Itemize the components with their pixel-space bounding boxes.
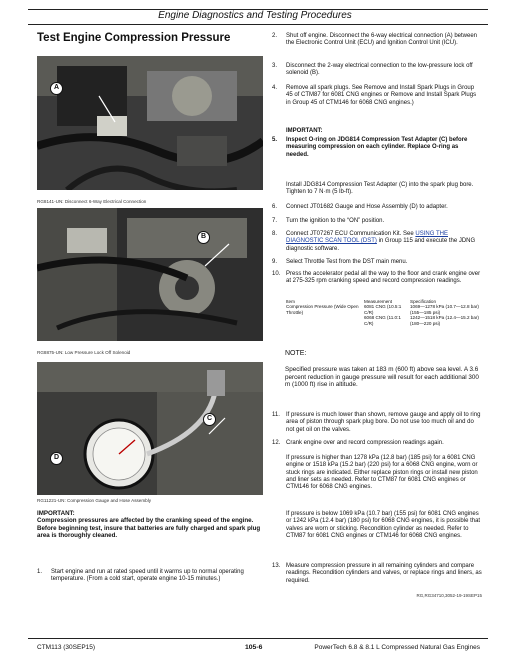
step-number: 7. <box>272 218 278 224</box>
step-number: 1. <box>37 569 43 575</box>
spec-header-measurement: Measurement <box>364 299 393 304</box>
step-text: Crank engine over and record compression readings again. <box>286 440 444 446</box>
step-5 <box>272 137 482 159</box>
step-11 <box>272 412 482 434</box>
footer-manual-title: PowerTech 6.8 & 8.1 L Compressed Natural Gas Engines <box>314 644 480 651</box>
important-text-left: Compression pressures are affected by the cranking speed of the engine. Before beginning test, insure that batteries are fully charged and spark plug area is thoroughly cleaned. <box>37 517 261 540</box>
callout-c: C <box>203 413 216 426</box>
step-10 <box>272 271 482 286</box>
step-text: If pressure is much lower than shown, remove gauge and apply oil to ring area of piston through spark plug bore. Do not use too much oil and do not get oil on the valves. <box>286 412 481 433</box>
important-label-right: IMPORTANT: <box>286 128 323 134</box>
step-text: Connect JT01682 Gauge and Hose Assembly (D) to adapter. <box>286 204 448 210</box>
note-text: Specified pressure was taken at 183 m (600 ft) above sea level. A 3.6 percent reduction in gauge pressure will result for each additional 300 m (1000 ft) rise in altitude. <box>285 366 479 389</box>
step-number: 11. <box>272 412 280 418</box>
footer-document-id: CTM113 (30SEP15) <box>37 644 96 651</box>
step-number: 6. <box>272 204 278 210</box>
figure-a-caption: RG8141-UN: Disconnect 6-Way Electrical Connection <box>37 199 147 204</box>
important-label-left: IMPORTANT: <box>37 510 75 517</box>
footer-page-number: 105-6 <box>245 644 263 651</box>
dst-link[interactable]: USING THE DIAGNOSTIC SCAN TOOL (DST) <box>286 231 448 245</box>
left-column <box>37 28 263 44</box>
step-number: 8. <box>272 231 278 237</box>
step-number: 4. <box>272 85 278 91</box>
step-9 <box>272 259 482 266</box>
step-1 <box>37 569 263 584</box>
step-4 <box>272 85 482 107</box>
callout-d: D <box>50 452 63 465</box>
step-number: 3. <box>272 63 278 69</box>
step-text: Remove all spark plugs. See Remove and Install Spark Plugs in Group 45 of CTM87 for 6081 CNG engines or Remove and Install Spark Plugs in Group 45 of CTM146 for 6068 CNG engines.) <box>286 85 477 106</box>
step-6 <box>272 204 482 211</box>
figure-lock-off-solenoid <box>37 208 263 341</box>
engine-photo-b <box>37 208 263 341</box>
spec-header-specification: Specification <box>410 299 437 304</box>
step-number: 9. <box>272 259 278 265</box>
step-number: 10. <box>272 271 281 277</box>
spec-cell: 6081 CNG (10.5:1 C/R) <box>364 304 402 315</box>
engine-photo-a <box>37 56 263 190</box>
spec-cell: 1242—1518 kPa (12.4—15.2 bar) (180—220 psi) <box>410 315 479 326</box>
important-notice-left <box>37 510 263 540</box>
engine-photo-cd <box>37 362 263 495</box>
adapter-paragraph: Install JDG814 Compression Test Adapter (C) into the spark plug bore. Tighten to 7 N·m (5 lb-ft). <box>286 182 474 196</box>
step-text: Start engine and run at rated speed until it warms up to normal operating temperature. (From a cold start, operate engine 10-15 minutes.) <box>51 569 244 583</box>
callout-b: B <box>197 231 210 244</box>
step-text: Measure compression pressure in all remaining cylinders and compare readings. Recondition cylinders and valves, or replace rings and liners, as required. <box>286 563 482 584</box>
header-bottom-rule <box>28 24 488 25</box>
paragraph-high-pressure: If pressure is higher than 1278 kPa (12.8 bar) (185 psi) for a 6081 CNG engine or 1518 kPa (15.2 bar) (220 psi) for a 6068 CNG engine, worn or stuck rings are indicated. Either replace piston rings or install new piston and liner sets as needed. Refer to CTM87 for 6081 CNG engines or CTM146 for 6068 CNG engines. <box>286 455 478 491</box>
step-number: 12. <box>272 440 281 446</box>
header-title: Engine Diagnostics and Testing Procedures <box>158 10 352 21</box>
step-text: Press the accelerator pedal all the way to the floor and crank engine over at 275-325 rpm cranking speed and record compression readings. <box>286 271 481 285</box>
step-12 <box>272 440 482 447</box>
spec-cell: 6068 CNG (11.0:1 C/R) <box>364 315 401 326</box>
step-text <box>286 231 482 253</box>
callout-a: A <box>50 82 63 95</box>
reference-code: RG,RG34710,3052-19-19SEP15 <box>416 593 482 598</box>
spec-cell: 1069—1278 kPa (10.7—12.8 bar) (155—185 psi) <box>410 304 479 315</box>
step-8 <box>272 231 482 253</box>
figure-compression-gauge <box>37 362 263 495</box>
step-7 <box>272 218 482 225</box>
step-3 <box>272 63 482 78</box>
paragraph-low-pressure: If pressure is below 1069 kPa (10.7 bar) (155 psi) for 6081 CNG engines or 1242 kPa (12.4 bar) (180 psi) for 6068 CNG engines, it is possible that valves are worn or sticking. Recondition cylinder as needed. Refer to CTM87 for 6081 CNG engines or CTM146 for 6068 CNG engines. <box>286 511 481 539</box>
step-2 <box>272 33 482 48</box>
step-text: Shut off engine. Disconnect the 6-way electrical connection (A) between the Electronic Control Unit (ECU) and Ignition Control Unit (ICU). <box>286 33 477 47</box>
spec-table-row <box>286 304 482 315</box>
figure-cd-caption: RG11221-UN: Compression Gauge and Hose Assembly <box>37 498 152 503</box>
step-text: Disconnect the 2-way electrical connection to the low-pressure lock off solenoid (B). <box>286 63 473 77</box>
step-number: 5. <box>272 137 278 143</box>
spec-table-row <box>286 315 482 326</box>
step-number: 2. <box>272 33 278 39</box>
step-number: 13. <box>272 563 281 569</box>
spec-cell: Compression Pressure (Wide Open Throttle) <box>286 304 359 315</box>
step-text: Select Throttle Test from the DST main menu. <box>286 259 408 265</box>
spec-cell <box>286 315 364 326</box>
step-8-pre: Connect JT07267 ECU Communication Kit. See <box>286 231 416 237</box>
spec-header-item: Item <box>286 299 295 304</box>
step-text: Turn the ignition to the “ON” position. <box>286 218 385 224</box>
footer-rule <box>28 638 488 639</box>
section-title: Test Engine Compression Pressure <box>37 32 231 44</box>
step-13 <box>272 563 482 585</box>
figure-b-caption: RG8875-UN: Low Pressure Lock Off Solenoid <box>37 350 131 355</box>
spec-table <box>286 299 482 326</box>
note-label: NOTE: <box>285 350 307 357</box>
step-8-post: in Group 115 and execute the JDNG diagnostic software. <box>286 238 476 252</box>
figure-electrical-connection <box>37 56 263 190</box>
step-text: Inspect O-ring on JDG814 Compression Test Adapter (C) before measuring compression on each cylinder. Replace O-ring as needed. <box>286 137 468 158</box>
